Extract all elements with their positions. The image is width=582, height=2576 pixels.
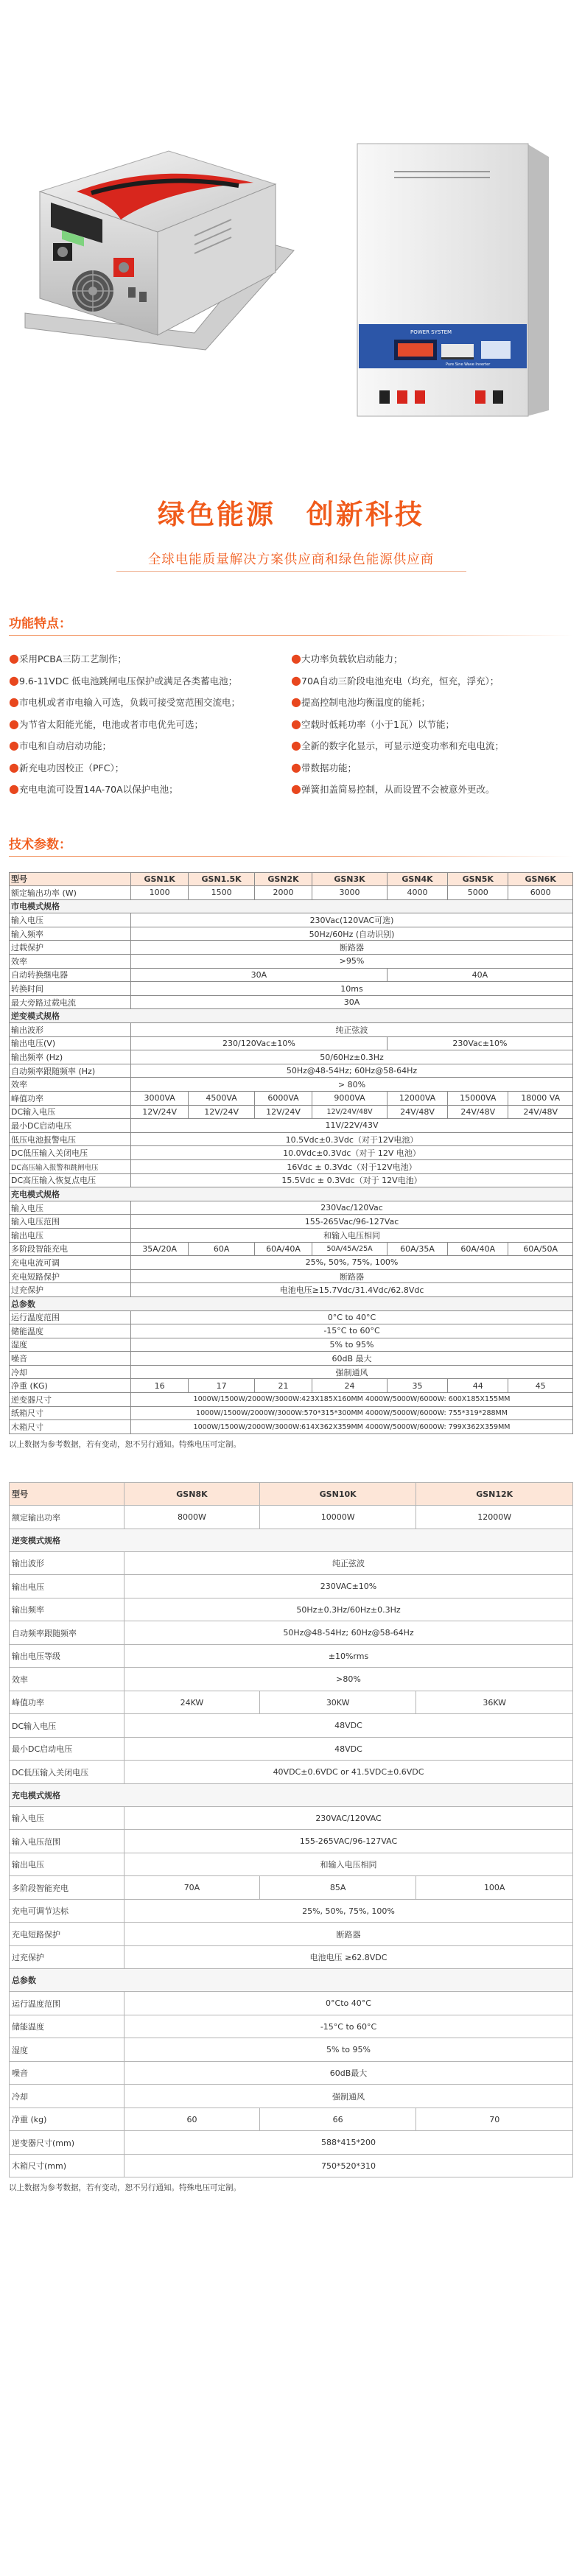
table-row: 储能温度 -15°C to 60°C <box>10 1324 573 1338</box>
table-row: 木箱尺寸(mm) 750*520*310 <box>10 2154 573 2177</box>
table-row: 输入电压 230VAC/120VAC <box>10 1806 573 1830</box>
bullet-icon: ● <box>9 782 19 796</box>
table-row: DC低压输入关闭电压 10.0Vdc±0.3Vdc（对于 12V 电池） <box>10 1146 573 1160</box>
table-row: 充电电流可调 25%, 50%, 75%, 100% <box>10 1256 573 1270</box>
table-row: 最小DC启动电压 48VDC <box>10 1737 573 1761</box>
table-row: 输出电压 和输入电压相同 <box>10 1853 573 1876</box>
table-row: 湿度 5% to 95% <box>10 1338 573 1352</box>
table-row: 冷却 强制通风 <box>10 1365 573 1379</box>
table-section-row: 总参数 <box>10 1296 573 1310</box>
table-row: 最大旁路过载电流 30A <box>10 995 573 1009</box>
bullet-icon: ● <box>9 695 19 709</box>
features-title: 功能特点： <box>9 617 71 631</box>
specs-title: 技术参数： <box>9 837 71 852</box>
features-list-left <box>9 652 291 804</box>
table-row: 逆变器尺寸 1000W/1500W/2000W/3000W:423X185X160MM 4000W/5000W/6000W: 600X185X155MM <box>10 1393 573 1407</box>
table-row: 净重 (kg) 60 66 70 <box>10 2108 573 2131</box>
list-item: ● 市电机或者市电输入可选，负载可接受宽范围交流电； <box>9 695 241 709</box>
product-photos <box>0 0 582 449</box>
table-row: 效率 > 80% <box>10 1078 573 1092</box>
table-row: 净重 (KG) 16 17 21 24 35 44 45 <box>10 1379 573 1393</box>
bullet-icon: ● <box>291 673 301 687</box>
table-2-note: 以上数据为参考数据，若有变动，恕不另行通知。特殊电压可定制。 <box>9 2183 241 2193</box>
table-row: 运行温度范围 0°C to 40°C <box>10 1310 573 1324</box>
table-row: 型号 GSN1K GSN1.5K GSN2K GSN3K GSN4K GSN5K GSN6K <box>10 872 573 886</box>
table-row: 充电短路保护 断路器 <box>10 1923 573 1946</box>
table-row: DC高压输入报警和跳闸电压 16Vdc ± 0.3Vdc（对于12V电池） <box>10 1159 573 1173</box>
slogan-block <box>0 449 582 572</box>
table-section-row: 总参数 <box>10 1969 573 1992</box>
table-row: 输入电压范围 155-265Vac/96-127Vac <box>10 1215 573 1229</box>
table-row: 湿度 5% to 95% <box>10 2038 573 2062</box>
table-row: DC输入电压 12V/24V 12V/24V 12V/24V 12V/24V/48V 24V/48V 24V/48V 24V/48V <box>10 1105 573 1119</box>
table-row: 输出波形 纯正弦波 <box>10 1551 573 1575</box>
table-row: 输出电压等级 ±10%rms <box>10 1644 573 1668</box>
table-row: 效率 >95% <box>10 955 573 969</box>
list-item: ● 弹簧扣盖简易控制，从而设置不会被意外更改。 <box>291 782 495 796</box>
table-row: 过充保护 电池电压≥15.7Vdc/31.4Vdc/62.8Vdc <box>10 1283 573 1297</box>
table-section-row: 充电模式规格 <box>10 1783 573 1806</box>
table-row: 额定输出功率 8000W 10000W 12000W <box>10 1506 573 1529</box>
table-row: 自动频率跟随频率 50Hz@48-54Hz; 60Hz@58-64Hz <box>10 1621 573 1645</box>
table-row: 充电可调节达标 25%, 50%, 75%, 100% <box>10 1899 573 1923</box>
bullet-icon: ● <box>291 782 301 796</box>
list-item: ● 带数据功能； <box>291 759 357 774</box>
list-item: ● 全新的数字化显示，可显示逆变功率和充电电流； <box>291 738 505 752</box>
table-row: 输出电压(V) 230/120Vac±10% 230Vac±10% <box>10 1036 573 1050</box>
list-item: ● 新充电功因校正（PFC）； <box>9 759 125 774</box>
table-row: 过充保护 电池电压 ≥62.8VDC <box>10 1945 573 1969</box>
bullet-icon: ● <box>291 651 301 665</box>
table-row: 输入频率 50Hz/60Hz (自动识别) <box>10 927 573 941</box>
bullet-icon: ● <box>9 716 19 731</box>
table-row: 输出电压 230VAC±10% <box>10 1575 573 1598</box>
table-row: 充电短路保护 断路器 <box>10 1269 573 1283</box>
list-item: ● 70A自动三阶段电池充电（均充，恒充，浮充）； <box>291 673 499 687</box>
bullet-icon: ● <box>9 738 19 752</box>
panel-subtitle-text: Pure Sine Wave Inverter <box>446 362 491 367</box>
panel-brand-text: POWER SYSTEM <box>410 329 452 335</box>
list-item: ● 市电和自动启动功能； <box>9 738 112 752</box>
table-section-row: 充电模式规格 <box>10 1187 573 1201</box>
table-row: 输出频率 (Hz) 50/60Hz±0.3Hz <box>10 1050 573 1064</box>
specs-section-2 <box>0 1450 582 2194</box>
table-row: 峰值功率 24KW 30KW 36KW <box>10 1691 573 1714</box>
features-columns <box>0 636 582 804</box>
inverter-photo-front <box>10 140 298 361</box>
slogan-headline: 绿色能源 创新科技 <box>158 499 424 530</box>
bullet-icon: ● <box>291 759 301 774</box>
table-row: 输入电压 230Vac(120VAC可选) <box>10 913 573 927</box>
table-row: 输出电压 和输入电压相同 <box>10 1228 573 1242</box>
table-row: 逆变器尺寸(mm) 588*415*200 <box>10 2131 573 2155</box>
table-row: 转换时间 10ms <box>10 982 573 996</box>
list-item: ● 大功率负载软启动能力； <box>291 651 403 665</box>
bullet-icon: ● <box>9 759 19 774</box>
table-row: 多阶段智能充电 70A 85A 100A <box>10 1876 573 1900</box>
table-row: 自动转换继电器 30A 40A <box>10 968 573 982</box>
features-section <box>0 572 582 804</box>
table-row: 输入电压范围 155-265VAC/96-127VAC <box>10 1830 573 1853</box>
list-item: ● 充电电流可设置14A-70A以保护电池； <box>9 782 178 796</box>
table-row: 自动频率跟随频率 (Hz) 50Hz@48-54Hz; 60Hz@58-64Hz <box>10 1064 573 1078</box>
table-row: 噪音 60dB 最大 <box>10 1352 573 1366</box>
table-section-row: 逆变模式规格 <box>10 1009 573 1023</box>
table-row: 输入电压 230Vac/120Vac <box>10 1201 573 1215</box>
slogan-subline: 全球电能质量解决方案供应商和绿色能源供应商 <box>147 552 435 567</box>
table-row: DC低压输入关闭电压 40VDC±0.6VDC or 41.5VDC±0.6VDC <box>10 1761 573 1784</box>
bullet-icon: ● <box>9 673 19 687</box>
table-1-note: 以上数据为参考数据，若有变动，恕不另行通知。特殊电压可定制。 <box>9 1439 241 1449</box>
bullet-icon: ● <box>291 695 301 709</box>
bullet-icon: ● <box>291 738 301 752</box>
table-row: 过载保护 断路器 <box>10 941 573 955</box>
table-row: 最小DC启动电压 11V/22V/43V <box>10 1119 573 1133</box>
table-row: 输出波形 纯正弦波 <box>10 1023 573 1037</box>
table-row: 多阶段智能充电 35A/20A 60A 60A/40A 50A/45A/25A 60A/35A 60A/40A 60A/50A <box>10 1242 573 1256</box>
table-row: 运行温度范围 0°Cto 40°C <box>10 1992 573 2015</box>
table-row: 效率 >80% <box>10 1668 573 1691</box>
list-item: ● 空载时低耗功率（小于1瓦）以节能； <box>291 716 455 731</box>
table-row: 型号 GSN8K GSN10K GSN12K <box>10 1482 573 1506</box>
bullet-icon: ● <box>9 651 19 665</box>
table-row: 峰值功率 3000VA 4500VA 6000VA 9000VA 12000VA 15000VA 18000 VA <box>10 1092 573 1106</box>
list-item: ● 为节省太阳能光能，电池或者市电优先可选； <box>9 716 204 731</box>
table-row: 储能温度 -15°C to 60°C <box>10 2015 573 2038</box>
table-row: 输出频率 50Hz±0.3Hz/60Hz±0.3Hz <box>10 1598 573 1621</box>
table-row: DC高压输入恢复点电压 15.5Vdc ± 0.3Vdc（对于 12V电池） <box>10 1173 573 1187</box>
bullet-icon: ● <box>291 716 301 731</box>
inverter-photo-wall-mounted <box>343 136 556 420</box>
table-row: 额定输出功率 (W) 1000 1500 2000 3000 4000 5000 6000 <box>10 886 573 900</box>
table-row: 纸箱尺寸 1000W/1500W/2000W/3000W:570*315*300MM 4000W/5000W/6000W: 755*319*288MM <box>10 1406 573 1420</box>
table-section-row: 市电模式规格 <box>10 899 573 913</box>
list-item: ● 提高控制电池均衡温度的能耗； <box>291 695 431 709</box>
spec-table-1 <box>9 872 573 1434</box>
table-row: 木箱尺寸 1000W/1500W/2000W/3000W:614X362X359MM 4000W/5000W/6000W: 799X362X359MM <box>10 1420 573 1434</box>
table-row: 低压电池报警电压 10.5Vdc±0.3Vdc（对于12V电池） <box>10 1132 573 1146</box>
table-row: 冷却 强制通风 <box>10 2085 573 2108</box>
specs-section <box>0 804 582 1450</box>
table-row: DC输入电压 48VDC <box>10 1714 573 1738</box>
table-row: 噪音 60dB最大 <box>10 2061 573 2085</box>
features-list-right <box>291 652 573 804</box>
spec-table-2 <box>9 1482 573 2178</box>
table-section-row: 逆变模式规格 <box>10 1529 573 1551</box>
list-item: ● 采用PCBA三防工艺制作； <box>9 651 127 665</box>
list-item: ● 9.6-11VDC 低电池跳闸电压保护或满足各类蓄电池； <box>9 673 238 687</box>
